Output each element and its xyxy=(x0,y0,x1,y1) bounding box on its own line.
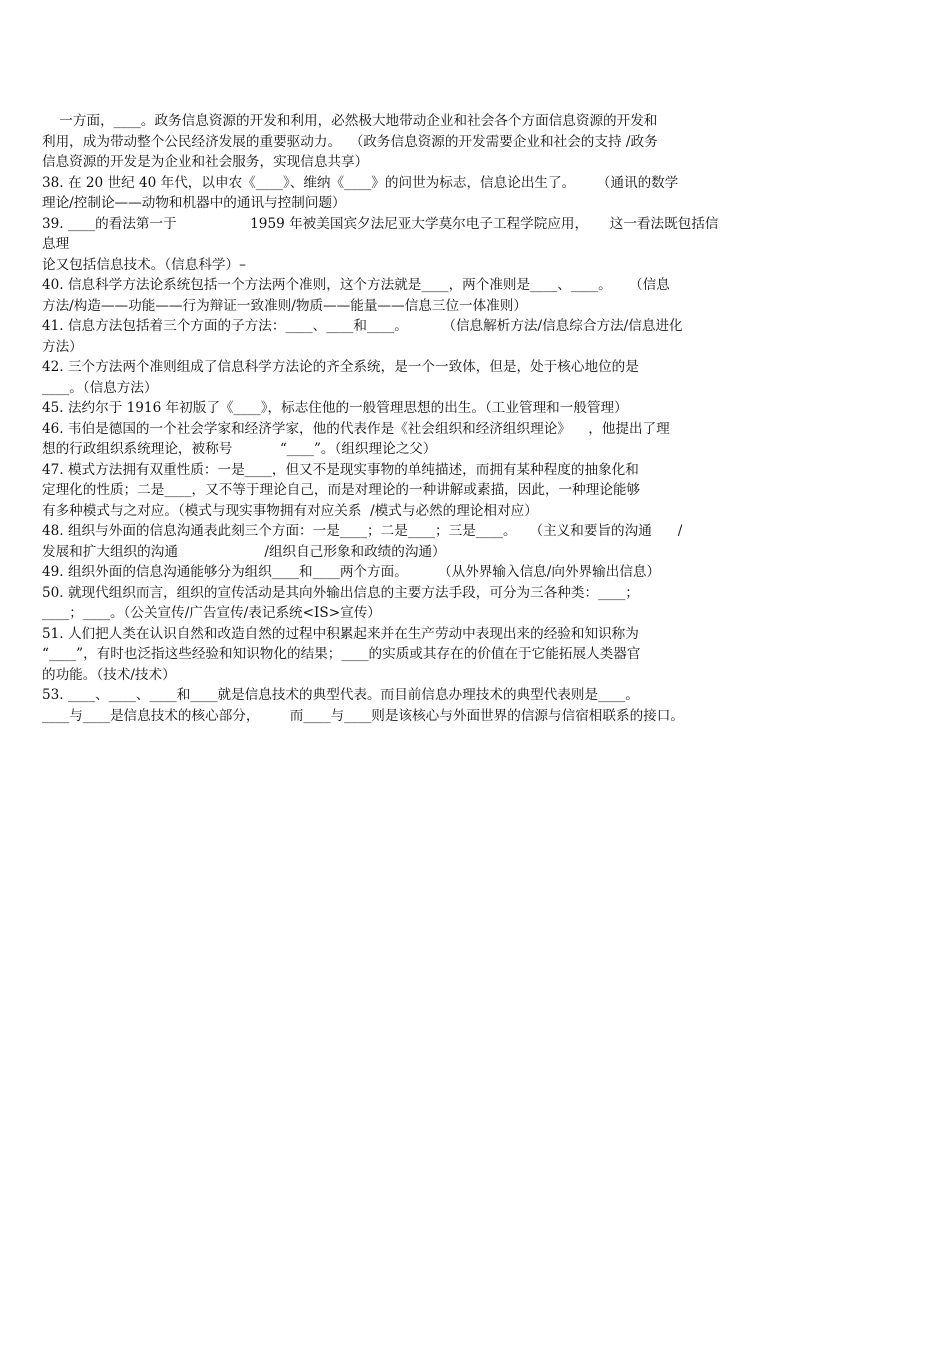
text-line: 41. 信息方法包括着三个方面的子方法：____、____和____。 （信息解析方法/信息综合方法/信息进化 xyxy=(42,318,683,334)
text-line: 论又包括信息技术。（信息科学）– xyxy=(42,256,246,273)
text-line: 方法） xyxy=(42,338,83,355)
text-line: 46. 韦伯是德国的一个社会学家和经济学家，他的代表作是《社会组织和经济组织理论》 ，他提出了理 xyxy=(42,420,670,437)
text-line: 发展和扩大组织的沟通 /组织自己形象和政绩的沟通） xyxy=(42,543,446,560)
text-line: 39. ____的看法第一于 1959 年被美国宾夕法尼亚大学莫尔电子工程学院应用， 这一看法既包括信 xyxy=(42,215,719,232)
text-line: 50. 就现代组织而言，组织的宣传活动是其向外输出信息的主要方法手段，可分为三各种类：____； xyxy=(42,584,639,601)
text-line: 信息资源的开发是为企业和社会服务，实现信息共享） xyxy=(42,154,369,170)
text-line: 方法/构造——功能——行为辩证一致准则/物质——能量——信息三位一体准则） xyxy=(42,297,527,314)
text-line: 想的行政组织系统理论，被称号 “____”。（组织理论之父） xyxy=(42,441,437,457)
text-line: 42. 三个方法两个准则组成了信息科学方法论的齐全系统，是一个一致体，但是，处于核心地位的是 xyxy=(42,359,639,375)
text-line: 定理化的性质；二是____，又不等于理论自己，而是对理论的一种讲解或素描，因此，一种理论能够 xyxy=(42,482,641,498)
text-line: 利用，成为带动整个公民经济发展的重要驱动力。 （政务信息资源的开发需要企业和社会的支持 /政务 xyxy=(42,133,658,150)
text-line: 38. 在 20 世纪 40 年代，以申农《____》、维纳《____》的问世为标志，信息论出生了。 （通讯的数学 xyxy=(42,174,679,191)
text-line: 53. ____、____、____和____就是信息技术的典型代表。而目前信息办理技术的典型代表则是____。 xyxy=(42,687,639,703)
text-line: 一方面，____。政务信息资源的开发和利用，必然极大地带动企业和社会各个方面信息资源的开发和 xyxy=(42,113,658,129)
text-line: 45. 法约尔于 1916 年初版了《____》，标志住他的一般管理思想的出生。（工业管理和一般管理） xyxy=(42,400,628,416)
text-line: ____与____是信息技术的核心部分， 而____与____则是该核心与外面世界的信源与信宿相联系的接口。 xyxy=(42,707,684,724)
text-line: 的功能。（技术/技术） xyxy=(42,666,176,683)
text-line: 51. 人们把人类在认识自然和改造自然的过程中积累起来并在生产劳动中表现出来的经验和知识称为 xyxy=(42,625,639,642)
text-line: 47. 模式方法拥有双重性质：一是____，但又不是现实事物的单纯描述，而拥有某种程度的抽象化和 xyxy=(42,461,639,478)
text-line: ____；____。（公关宣传/广告宣传/表记系统<IS>宣传） xyxy=(42,605,381,621)
document-body xyxy=(42,111,902,726)
text-line: 理论/控制论——动物和机器中的通讯与控制问题） xyxy=(42,195,346,211)
text-line: “____”，有时也泛指这些经验和知识物化的结果；____的实质或其存在的价值在于它能拓展人类器官 xyxy=(42,646,641,662)
text-line: 有多种模式与之对应。（模式与现实事物拥有对应关系 /模式与必然的理论相对应） xyxy=(42,502,538,519)
text-line: 息理 xyxy=(42,236,70,252)
text-line: 40. 信息科学方法论系统包括一个方法两个准则，这个方法就是____，两个准则是____、____。 （信息 xyxy=(42,277,670,293)
text-line: 48. 组织与外面的信息沟通表此刻三个方面：一是____；二是____；三是____。 （主义和要旨的沟通 / xyxy=(42,523,683,539)
text-line: 49. 组织外面的信息沟通能够分为组织____和____两个方面。 （从外界输入信息/向外界输出信息） xyxy=(42,564,661,580)
text-line: ____。（信息方法） xyxy=(42,379,158,396)
